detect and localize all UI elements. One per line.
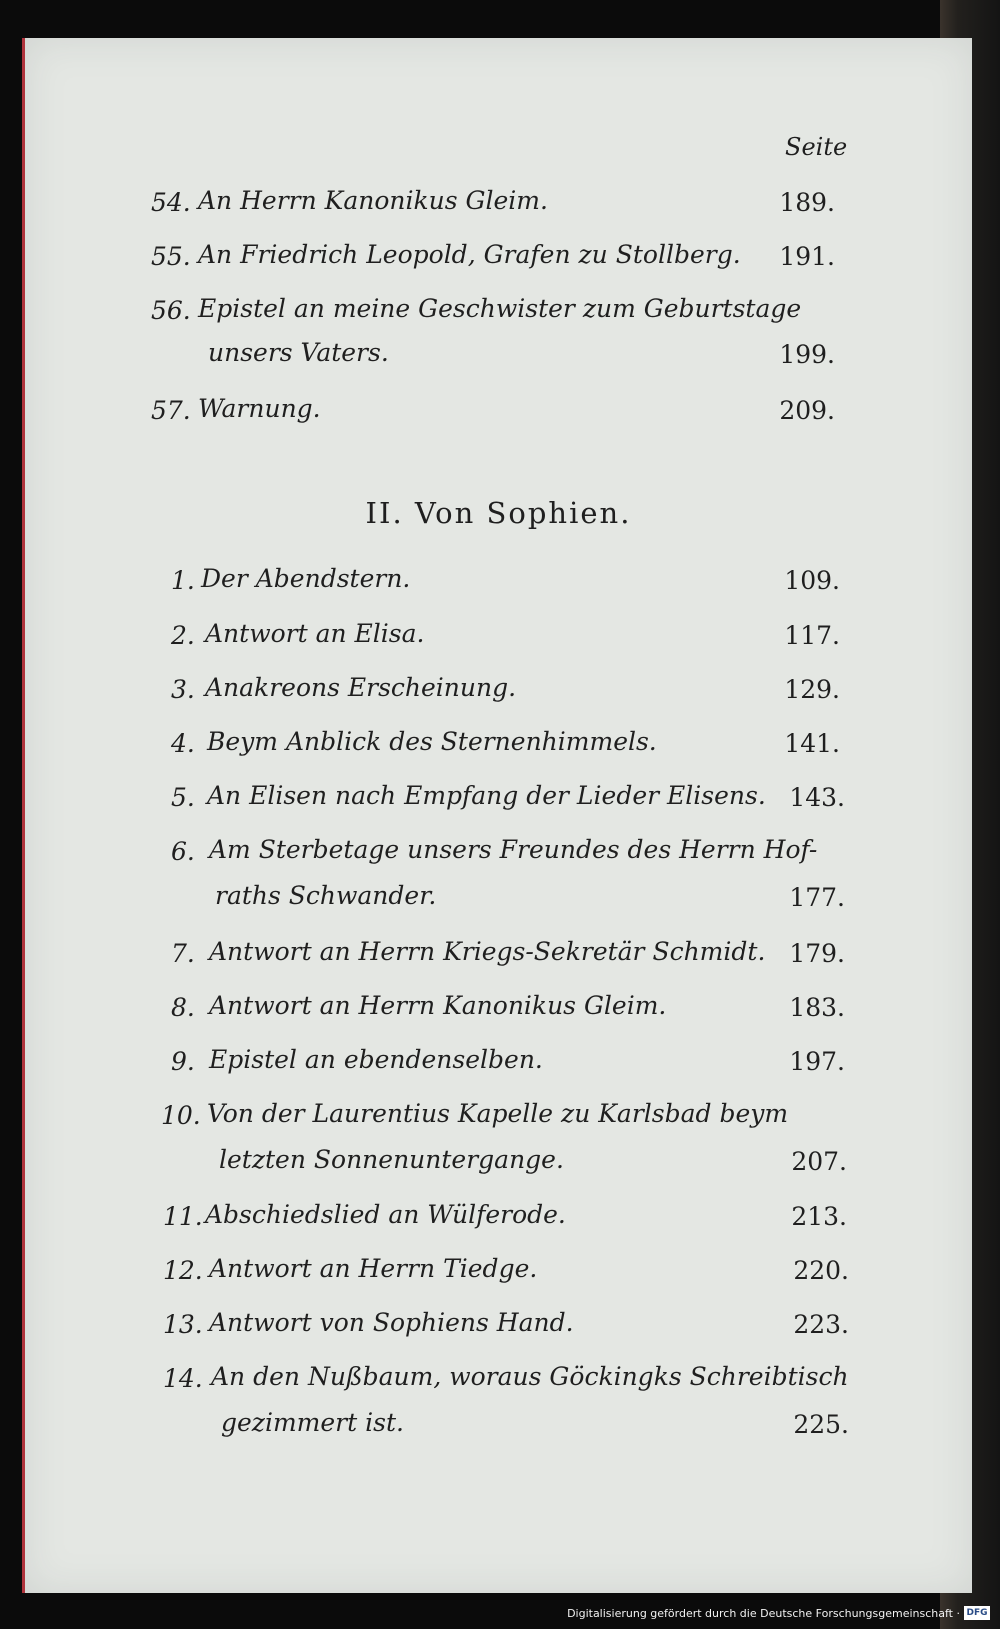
entry-title: Antwort an Herrn Kanonikus Gleim. <box>209 991 667 1020</box>
entry-number: 11. <box>163 1202 203 1231</box>
seite-column-label: Seite <box>785 133 848 161</box>
entry-page: 141. <box>784 729 840 758</box>
entry-page: 223. <box>793 1310 849 1339</box>
entry-title: An Elisen nach Empfang der Lieder Elisens. <box>207 781 766 810</box>
entry-page: 117. <box>784 621 840 650</box>
entry-title-continuation: unsers Vaters. <box>208 338 389 367</box>
entry-number: 1. <box>171 566 195 595</box>
entry-title: Abschiedslied an Wülferode. <box>205 1200 566 1229</box>
entry-title: Antwort an Herrn Tiedge. <box>209 1254 538 1283</box>
entry-title: An Friedrich Leopold, Grafen zu Stollberg. <box>198 240 741 269</box>
entry-title: Beym Anblick des Sternenhimmels. <box>207 727 657 756</box>
book-page <box>22 38 972 1593</box>
entry-number: 55. <box>151 242 191 271</box>
entry-number: 2. <box>171 621 195 650</box>
entry-page: 199. <box>779 340 835 369</box>
entry-page: 197. <box>789 1047 845 1076</box>
entry-number: 3. <box>171 675 195 704</box>
entry-page: 189. <box>779 188 835 217</box>
entry-number: 12. <box>163 1256 203 1285</box>
entry-number: 6. <box>171 837 195 866</box>
entry-title-continuation: raths Schwander. <box>215 881 437 910</box>
entry-page: 191. <box>779 242 835 271</box>
entry-title: Antwort von Sophiens Hand. <box>209 1308 574 1337</box>
entry-title: An Herrn Kanonikus Gleim. <box>198 186 548 215</box>
entry-page: 129. <box>784 675 840 704</box>
entry-page: 179. <box>789 939 845 968</box>
entry-title: Von der Laurentius Kapelle zu Karlsbad beym <box>207 1099 789 1128</box>
entry-title: Anakreons Erscheinung. <box>205 673 517 702</box>
entry-number: 14. <box>163 1364 203 1393</box>
entry-page: 177. <box>789 883 845 912</box>
entry-number: 13. <box>163 1310 203 1339</box>
entry-number: 7. <box>171 939 195 968</box>
entry-title: Epistel an ebendenselben. <box>209 1045 543 1074</box>
entry-title: Antwort an Herrn Kriegs-Sekretär Schmidt. <box>209 937 766 966</box>
entry-number: 5. <box>171 783 195 812</box>
entry-title: An den Nußbaum, woraus Göckingks Schreibtisch <box>211 1362 849 1391</box>
entry-page: 109. <box>784 566 840 595</box>
entry-number: 8. <box>171 993 195 1022</box>
footer-credit: Digitalisierung gefördert durch die Deutsche Forschungsgemeinschaft · <box>567 1607 960 1620</box>
entry-number: 10. <box>161 1101 201 1130</box>
entry-title: Warnung. <box>198 394 321 423</box>
entry-title: Am Sterbetage unsers Freundes des Herrn Hof- <box>209 835 818 864</box>
entry-title: Antwort an Elisa. <box>205 619 425 648</box>
entry-number: 4. <box>171 729 195 758</box>
entry-page: 220. <box>793 1256 849 1285</box>
entry-page: 207. <box>791 1147 847 1176</box>
entry-page: 183. <box>789 993 845 1022</box>
section-heading: II. Von Sophien. <box>365 496 632 530</box>
entry-number: 57. <box>151 396 191 425</box>
entry-number: 9. <box>171 1047 195 1076</box>
page-content <box>25 38 972 1593</box>
entry-page: 213. <box>791 1202 847 1231</box>
dfg-logo: DFG <box>964 1606 990 1620</box>
entry-number: 54. <box>151 188 191 217</box>
entry-title: Epistel an meine Geschwister zum Geburtstage <box>198 294 802 323</box>
entry-page: 209. <box>779 396 835 425</box>
entry-page: 143. <box>789 783 845 812</box>
entry-number: 56. <box>151 296 191 325</box>
entry-title-continuation: gezimmert ist. <box>221 1408 404 1437</box>
entry-title-continuation: letzten Sonnenuntergange. <box>219 1145 564 1174</box>
entry-title: Der Abendstern. <box>201 564 411 593</box>
entry-page: 225. <box>793 1410 849 1439</box>
